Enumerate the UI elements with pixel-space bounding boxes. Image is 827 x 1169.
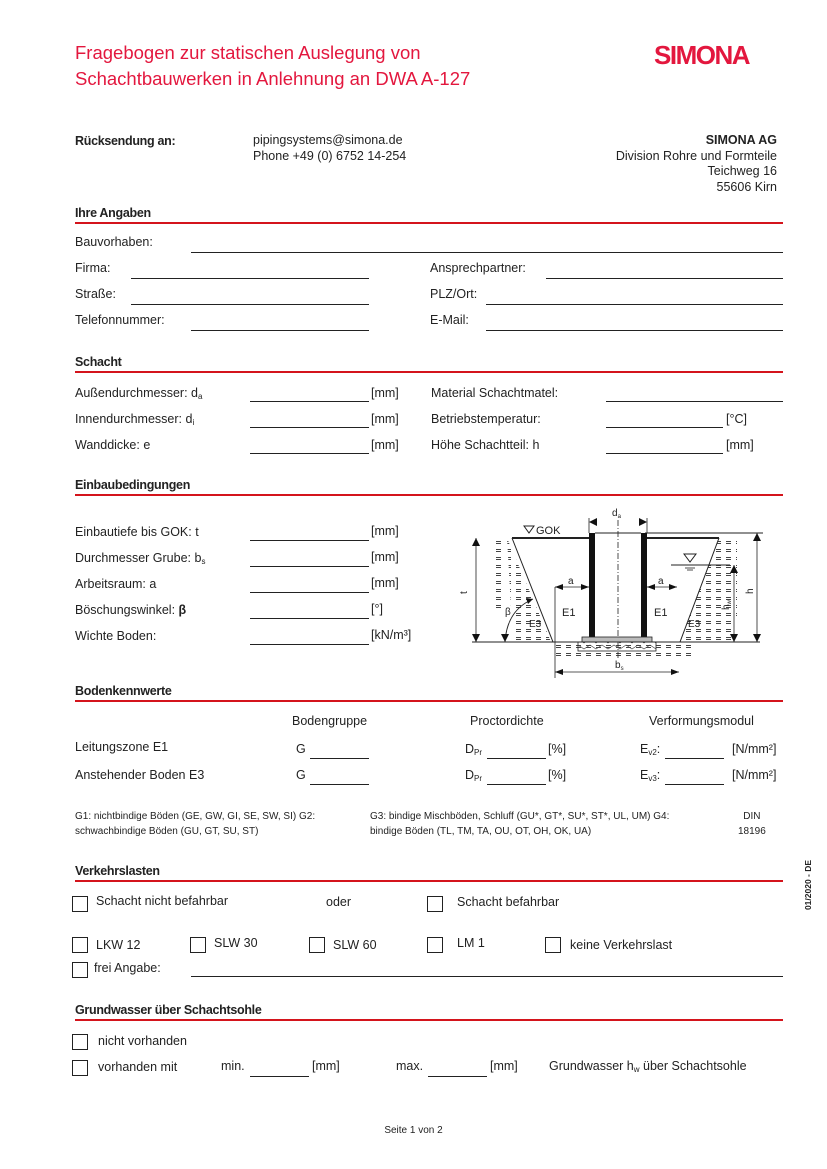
- g-label: G: [296, 742, 306, 756]
- befahrbar-label: Schacht befahrbar: [457, 895, 560, 909]
- t-label: t: [459, 591, 470, 594]
- soil-note-left: [75, 809, 315, 839]
- strasse-field[interactable]: [131, 304, 369, 305]
- arbeitsraum-label: Arbeitsraum: a: [75, 577, 157, 591]
- min-label: min.: [221, 1059, 245, 1073]
- soil-note-left-2: schwachbindige Böden (GU, GT, SU, ST): [75, 826, 259, 837]
- document-version-code: 01/2020 - DE: [803, 859, 813, 911]
- slw30-label: SLW 30: [214, 936, 258, 950]
- section-heading-ihre-angaben: Ihre Angaben: [75, 206, 151, 220]
- einbautiefe-label: Einbautiefe bis GOK: t: [75, 525, 199, 539]
- dpr-label: $D_{Pr}$: [465, 742, 483, 757]
- grube-field[interactable]: [250, 566, 369, 567]
- plz-ort-field[interactable]: [486, 304, 783, 305]
- email-field[interactable]: [486, 330, 783, 331]
- company-address: [616, 133, 777, 195]
- a-label-left: a: [568, 576, 574, 587]
- boeschungswinkel-label: [75, 603, 186, 617]
- gok-marker-icon: [524, 526, 534, 533]
- innendurchmesser-text: Innendurchmesser: d: [75, 412, 193, 426]
- aussendurchmesser-label: [75, 386, 202, 401]
- e1-label-left: E1: [562, 607, 576, 619]
- a-label-right: a: [658, 576, 664, 587]
- min-field[interactable]: [250, 1076, 309, 1077]
- hoehe-schachtteil-label: Höhe Schachtteil: h: [431, 438, 540, 452]
- wichte-field[interactable]: [250, 644, 369, 645]
- proctor-e1-field[interactable]: [487, 758, 546, 759]
- nicht-befahrbar-label: Schacht nicht befahrbar: [96, 894, 229, 908]
- betriebstemperatur-field[interactable]: [606, 427, 723, 428]
- subscript: i: [192, 418, 195, 427]
- firma-field[interactable]: [131, 278, 369, 279]
- din-number: 18196: [738, 826, 766, 837]
- e3-label-right: E3: [688, 619, 701, 630]
- max-field[interactable]: [428, 1076, 487, 1077]
- title-line-1: Fragebogen zur statischen Auslegung von: [75, 42, 421, 63]
- water-level-icon: [684, 554, 696, 562]
- row-label-e3: Anstehender Boden E3: [75, 768, 205, 782]
- ev3-label: $E_{v3}$:: [640, 768, 661, 783]
- betriebstemperatur-label: Betriebstemperatur:: [431, 412, 541, 426]
- unit-n-mm2: [N/mm²]: [732, 768, 777, 782]
- section-heading-bodenkennwerte: Bodenkennwerte: [75, 684, 172, 698]
- unit-n-mm2: [N/mm²]: [732, 742, 777, 756]
- proctor-e3-field[interactable]: [487, 784, 546, 785]
- beta-symbol: β: [178, 603, 187, 617]
- ansprechpartner-field[interactable]: [546, 278, 783, 279]
- grube-label: [75, 551, 205, 566]
- simona-logo: SIMONA: [654, 40, 749, 70]
- max-label: max.: [396, 1059, 424, 1073]
- section-heading-verkehrslasten: Verkehrslasten: [75, 864, 160, 878]
- page-number: Seite 1 von 2: [384, 1125, 443, 1136]
- din-label: DIN: [743, 811, 761, 822]
- section-heading-grundwasser: Grundwasser über Schachtsohle: [75, 1003, 262, 1017]
- einbautiefe-field[interactable]: [250, 540, 369, 541]
- bs-label: $b_s$: [615, 660, 624, 672]
- e1-label-right: E1: [654, 607, 668, 619]
- wichte-label: Wichte Boden:: [75, 629, 157, 643]
- beta-label: β: [505, 607, 511, 618]
- foundation: [578, 642, 656, 651]
- unit-mm: [mm]: [490, 1059, 518, 1073]
- checkbox-keine-verkehrslast[interactable]: [545, 937, 561, 953]
- boeschungswinkel-field[interactable]: [250, 618, 369, 619]
- shaft-wall-right: [641, 533, 647, 638]
- col-bodengruppe: Bodengruppe: [292, 714, 368, 728]
- shaft-wall-left: [589, 533, 595, 638]
- unit-mm: [mm]: [371, 438, 399, 452]
- return-label: Rücksendung an:: [75, 134, 176, 148]
- oder-label: oder: [326, 895, 352, 909]
- soil-note-din: [738, 809, 766, 839]
- aussendurchmesser-field[interactable]: [250, 401, 369, 402]
- boeschungswinkel-text: Böschungswinkel:: [75, 603, 179, 617]
- checkbox-vorhanden[interactable]: [72, 1060, 88, 1076]
- frei-angabe-field[interactable]: [191, 976, 783, 977]
- arrow-icon: [589, 518, 597, 526]
- bauvorhaben-field[interactable]: [191, 252, 783, 253]
- unit-celsius: [°C]: [726, 412, 747, 426]
- soil-note-left-1: G1: nichtbindige Böden (GE, GW, GI, SE, SW, SI) G2:: [75, 811, 316, 822]
- unit-mm: [mm]: [371, 386, 399, 400]
- section-heading-schacht: Schacht: [75, 355, 122, 369]
- modul-e1-field[interactable]: [665, 758, 724, 759]
- h-label: h: [745, 588, 756, 594]
- col-proctordichte: Proctordichte: [470, 714, 544, 728]
- strasse-label: Straße:: [75, 287, 116, 301]
- subscript: s: [201, 557, 206, 566]
- wanddicke-field[interactable]: [250, 453, 369, 454]
- g-label: G: [296, 768, 306, 782]
- unit-mm: [mm]: [312, 1059, 340, 1073]
- col-verformungsmodul: Verformungsmodul: [649, 714, 754, 728]
- unit-degree: [°]: [371, 602, 383, 616]
- section-divider: [75, 494, 783, 496]
- modul-e3-field[interactable]: [665, 784, 724, 785]
- wanddicke-label: Wanddicke: e: [75, 438, 151, 452]
- unit-kn-m3: [kN/m³]: [371, 628, 412, 642]
- checkbox-frei-angabe[interactable]: [72, 962, 88, 978]
- firma-label: Firma:: [75, 261, 111, 275]
- unit-percent: [%]: [548, 742, 567, 756]
- soil-note-mid-1: G3: bindige Mischböden, Schluff (GU*, GT*, SU*, ST*, UL, UM) G4:: [370, 811, 670, 822]
- company-name: SIMONA AG: [705, 133, 777, 147]
- slw60-label: SLW 60: [333, 938, 377, 952]
- company-street: Teichweg 16: [707, 164, 777, 178]
- unit-mm: [mm]: [371, 576, 399, 590]
- innendurchmesser-label: [75, 412, 194, 427]
- checkbox-slw30[interactable]: [190, 937, 206, 953]
- return-email: pipingsystems@simona.de: [253, 133, 403, 147]
- nicht-vorhanden-label: nicht vorhanden: [98, 1034, 187, 1048]
- title-line-2: Schachtbauwerken in Anlehnung an DWA A-127: [75, 68, 471, 89]
- section-divider: [75, 880, 783, 882]
- plz-ort-label: PLZ/Ort:: [430, 287, 478, 301]
- hoehe-schachtteil-field[interactable]: [606, 453, 723, 454]
- unit-mm: [mm]: [371, 412, 399, 426]
- email-label: E-Mail:: [430, 313, 469, 327]
- section-divider: [75, 371, 783, 373]
- subscript: a: [197, 392, 203, 401]
- bauvorhaben-label: Bauvorhaben:: [75, 235, 153, 249]
- checkbox-befahrbar[interactable]: [427, 896, 443, 912]
- section-divider: [75, 222, 783, 224]
- row-label-e1: Leitungszone E1: [75, 740, 169, 754]
- ev2-label: $E_{v2}$:: [640, 742, 661, 757]
- ansprechpartner-label: Ansprechpartner:: [430, 261, 526, 275]
- company-city: 55606 Kirn: [716, 179, 777, 194]
- telefon-label: Telefonnummer:: [75, 313, 165, 327]
- dpr-label: $D_{Pr}$: [465, 768, 483, 783]
- telefon-field[interactable]: [191, 330, 369, 331]
- bodengruppe-e3-field[interactable]: [310, 784, 369, 785]
- material-label: Material Schachtmatel:: [431, 386, 559, 400]
- da-label: $d_a$: [612, 508, 621, 520]
- unit-mm: [mm]: [371, 524, 399, 538]
- checkbox-slw60[interactable]: [309, 937, 325, 953]
- checkbox-lm1[interactable]: [427, 937, 443, 953]
- return-phone: Phone +49 (0) 6752 14-254: [253, 149, 407, 163]
- document-title: [75, 40, 470, 92]
- frei-angabe-label: frei Angabe:: [94, 961, 161, 975]
- arbeitsraum-field[interactable]: [250, 592, 369, 593]
- section-divider: [75, 1019, 783, 1021]
- lkw12-label: LKW 12: [96, 938, 141, 952]
- soil-note-mid: [370, 809, 669, 839]
- soil-left: [493, 538, 551, 642]
- bodengruppe-e1-field[interactable]: [310, 758, 369, 759]
- checkbox-nicht-vorhanden[interactable]: [72, 1034, 88, 1050]
- unit-percent: [%]: [548, 768, 567, 782]
- grube-text: Durchmesser Grube: b: [75, 551, 202, 565]
- unit-mm: [mm]: [726, 438, 754, 452]
- gok-label: GOK: [536, 525, 561, 537]
- shaft-diagram: [455, 500, 785, 680]
- shaft-base: [582, 637, 652, 642]
- checkbox-nicht-befahrbar[interactable]: [72, 896, 88, 912]
- innendurchmesser-field[interactable]: [250, 427, 369, 428]
- aussendurchmesser-text: Außendurchmesser: d: [75, 386, 198, 400]
- material-field[interactable]: [606, 401, 783, 402]
- unit-mm: [mm]: [371, 550, 399, 564]
- section-heading-einbaubedingungen: Einbaubedingungen: [75, 478, 191, 492]
- lm1-label: LM 1: [457, 936, 485, 950]
- grundwasser-description: Grundwasser $h_w$ über Schachtsohle: [549, 1059, 747, 1074]
- hw-label: $h_w$: [721, 600, 733, 610]
- section-divider: [75, 700, 783, 702]
- soil-note-mid-2: bindige Böden (TL, TM, TA, OU, OT, OH, OK, UA): [370, 826, 592, 837]
- vorhanden-label: vorhanden mit: [98, 1060, 178, 1074]
- arrow-icon: [639, 518, 647, 526]
- company-division: Division Rohre und Formteile: [615, 148, 777, 163]
- e3-label-left: E3: [529, 619, 542, 630]
- keine-verkehrslast-label: keine Verkehrslast: [570, 938, 673, 952]
- checkbox-lkw12[interactable]: [72, 937, 88, 953]
